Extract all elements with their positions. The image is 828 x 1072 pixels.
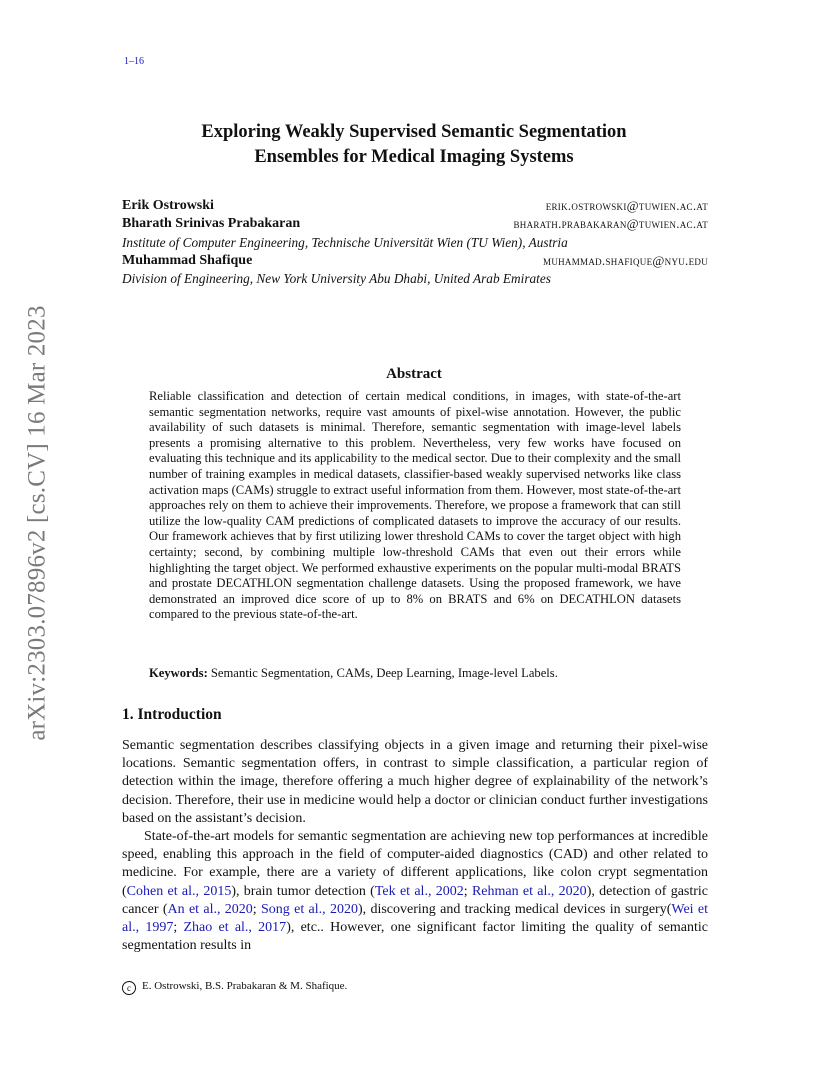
citation-link[interactable]: An et al., 2020 [167, 901, 253, 917]
paper-title [100, 120, 728, 170]
citation-link[interactable]: Cohen et al., 2015 [126, 883, 232, 899]
text-run: ; [463, 883, 472, 899]
author-row-2 [122, 215, 708, 233]
author-row-1 [122, 197, 708, 215]
text-run: ), detection of gastric cancer ( [122, 883, 709, 917]
text-run: ; [173, 920, 184, 936]
text-run: ), etc.. However, one significant factor limiting the quality of semantic segmentation results in [122, 920, 708, 954]
section-heading-introduction: 1. Introduction [122, 706, 222, 723]
footer-authors: E. Ostrowski, B.S. Prabakaran & M. Shafique. [142, 980, 348, 992]
citation-link[interactable]: Tek et al., 2002 [374, 883, 464, 899]
arxiv-id-text: arXiv:2303.07896v2 [cs.CV] 16 Mar 2023 [24, 304, 52, 741]
author-name: Erik Ostrowski [122, 198, 214, 213]
introduction-body [122, 737, 708, 955]
keywords [149, 666, 681, 681]
title-line-1: Exploring Weakly Supervised Semantic Segmentation [201, 122, 627, 142]
text-run: State-of-the-art models for semantic segmentation are achieving new top performances at incredible speed, enabling this approach in the field of computer-aided diagnostics (CAD) and other related to medicine. For example, there are a variety of different applications, like colon crypt segmentation ( [122, 829, 708, 899]
copyright-icon: c [122, 981, 136, 995]
author-email: bharath.prabakaran@tuwien.ac.at [513, 216, 708, 231]
intro-paragraph-1: Semantic segmentation describes classifying objects in a given image and returning their pixel-wise locations. Semantic segmentation offers, in contrast to simple classification, a particular region of detection within the image, therefore offering a much higher degree of explainability of the network’s decision. Therefore, their use in medicine would help a doctor or clinician conduct further investigations based on the assistant’s decision. [122, 738, 708, 826]
author-row-3 [122, 252, 708, 270]
affiliation-nyu-abu-dhabi: Division of Engineering, New York University Abu Dhabi, United Arab Emirates [122, 271, 551, 286]
affiliation-tu-wien: Institute of Computer Engineering, Technische Universität Wien (TU Wien), Austria [122, 235, 568, 250]
arxiv-identifier [18, 285, 58, 760]
text-run: ; [252, 901, 262, 917]
keywords-label: Keywords: [149, 666, 208, 680]
abstract-heading: Abstract [386, 366, 442, 382]
footer-copyright [122, 980, 347, 995]
author-name: Bharath Srinivas Prabakaran [122, 216, 301, 231]
intro-paragraph-2 [122, 828, 708, 955]
page-number[interactable]: 1–16 [124, 56, 144, 67]
author-email: muhammad.shafique@nyu.edu [543, 253, 708, 268]
abstract-text: Reliable classification and detection of certain medical conditions, in images, with state-of-the-art semantic segmentation networks, require vast amounts of pixel-wise annotation. However, the public availability of such datasets is minimal. Therefore, semantic segmentation with image-level labels presents a promising alternative to this problem. Nevertheless, very few works have focused on evaluating this technique and its applicability to the medical sector. Due to their complexity and the small number of training examples in medical datasets, classifier-based weakly supervised networks like class activation maps (CAMs) struggle to extract useful information from them. However, most state-of-the-art approaches rely on them to achieve their improvements. Therefore, we propose a framework that can still utilize the low-quality CAM predictions of complicated datasets to improve the accuracy of our results. Our framework achieves that by first utilizing lower threshold CAMs to cover the target object with high certainty; second, by combining multiple low-threshold CAMs that even out their errors while highlighting the target object. We performed exhaustive experiments on the popular multi-modal BRATS and prostate DECATHLON segmentation challenge datasets. Using the proposed framework, we have demonstrated an improved dice score of up to 8% on BRATS and 6% on DECATHLON datasets compared to the previous state-of-the-art. [149, 389, 681, 622]
title-line-2: Ensembles for Medical Imaging Systems [254, 147, 574, 167]
author-name: Muhammad Shafique [122, 253, 253, 268]
text-run: ), brain tumor detection ( [231, 883, 375, 899]
keywords-text: Semantic Segmentation, CAMs, Deep Learning, Image-level Labels. [210, 666, 558, 680]
citation-link[interactable]: Wei et al., 1997 [122, 901, 708, 936]
citation-link[interactable]: Rehman et al., 2020 [471, 883, 587, 899]
abstract-body [149, 389, 681, 623]
text-run: ), discovering and tracking medical devices in surgery( [357, 901, 672, 917]
author-email: erik.ostrowski@tuwien.ac.at [545, 198, 708, 213]
citation-link[interactable]: Zhao et al., 2017 [183, 920, 287, 936]
citation-link[interactable]: Song et al., 2020 [261, 901, 358, 917]
